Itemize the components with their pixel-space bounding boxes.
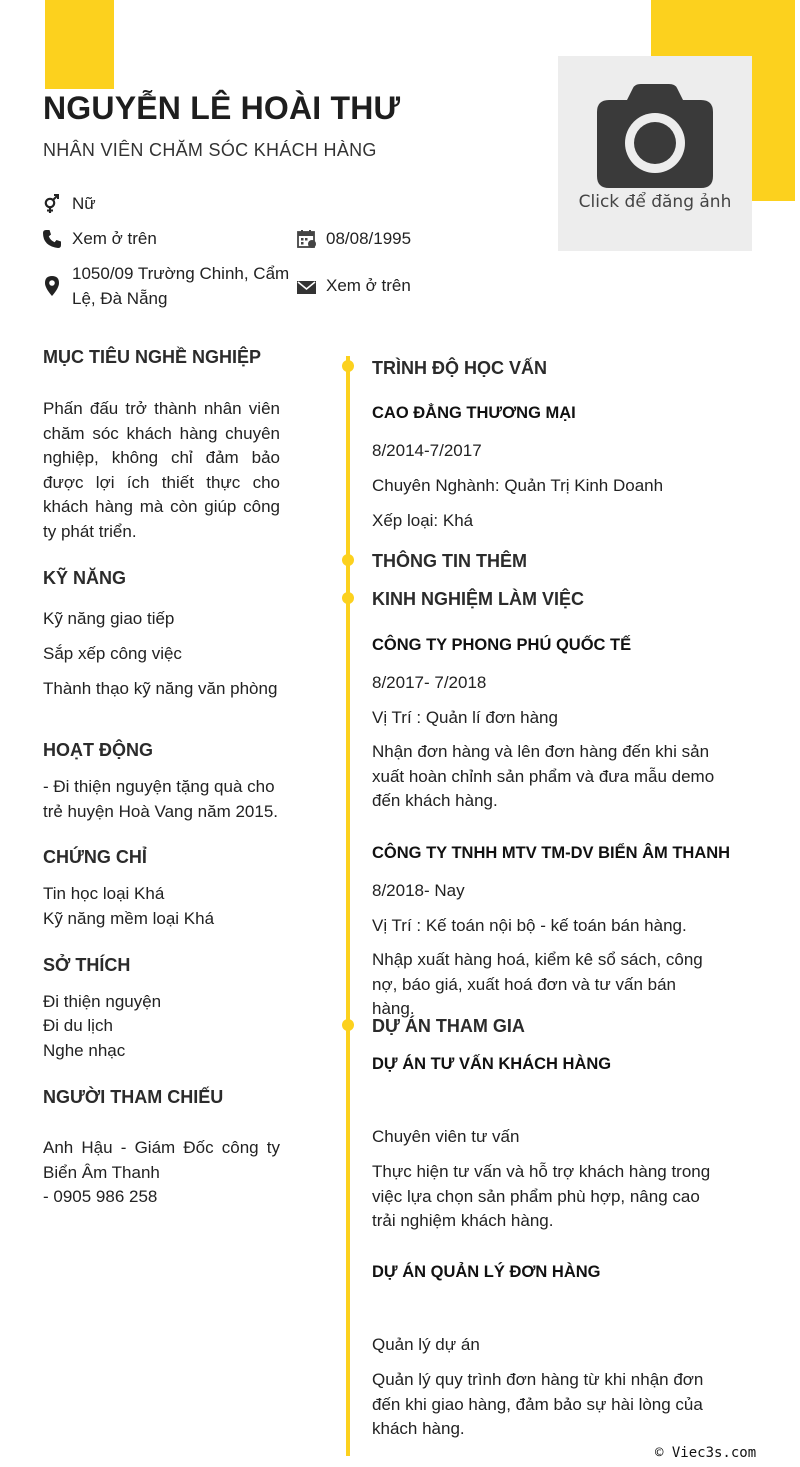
location-icon [42,276,62,296]
project-description: Thực hiện tư vấn và hỗ trợ khách hàng trong việc lựa chọn sản phẩm phù hợp, nâng cao trải nghiệm khách hàng. [372,1162,711,1230]
candidate-name: NGUYỄN LÊ HOÀI THƯ [43,90,401,126]
copyright-footer: © Viec3s.com [655,1445,757,1461]
birthday-value: 08/08/1995 [326,229,412,248]
education-grade: Xếp loại: Khá [372,511,474,530]
timeline-dot [342,592,354,604]
company-name: CÔNG TY PHONG PHÚ QUỐC TẾ [372,636,632,654]
project-name: DỰ ÁN TƯ VẤN KHÁCH HÀNG [372,1055,612,1073]
skill-item: Sắp xếp công việc [43,644,182,663]
accent-block-left [45,0,114,89]
job-title: NHÂN VIÊN CHĂM SÓC KHÁCH HÀNG [43,140,377,160]
education-period: 8/2014-7/2017 [372,441,482,460]
project-name: DỰ ÁN QUẢN LÝ ĐƠN HÀNG [372,1263,601,1281]
hobby-item: Đi thiện nguyện [43,992,162,1011]
reference-phone: - 0905 986 258 [43,1187,158,1206]
activities-text: - Đi thiện nguyện tặng quà cho trẻ huyện Hoà Vang năm 2015. [43,777,279,821]
job-position: Vị Trí : Kế toán nội bộ - kế toán bán hàng. [372,916,687,935]
timeline-line [346,356,350,1456]
reference-line: Biển Âm Thanh [43,1163,160,1182]
skills-title: KỸ NĂNG [43,568,127,588]
email-icon [297,278,317,298]
job-position: Vị Trí : Quản lí đơn hàng [372,708,558,727]
gender-value: Nữ [72,194,96,213]
objective-title: MỤC TIÊU NGHỀ NGHIỆP [43,347,262,367]
skill-item: Kỹ năng giao tiếp [43,609,175,628]
job-description: Nhập xuất hàng hoá, kiểm kê sổ sách, công nợ, báo giá, xuất hoá đơn và tư vấn bán hàng. [372,950,703,1018]
job-period: 8/2018- Nay [372,881,465,900]
calendar-icon [297,229,317,249]
certificate-item: Tin học loại Khá [43,884,165,903]
photo-upload-label: Click để đăng ảnh [578,192,732,212]
project-role: Chuyên viên tư vấn [372,1127,520,1146]
experience-title: KINH NGHIỆM LÀM VIỆC [372,589,585,609]
camera-icon [597,84,713,188]
certificates-title: CHỨNG CHỈ [43,847,147,867]
phone-value: Xem ở trên [72,229,157,248]
school-name: CAO ĐẲNG THƯƠNG MẠI [372,404,576,422]
hobby-item: Nghe nhạc [43,1041,126,1060]
project-description: Quản lý quy trình đơn hàng từ khi nhận đơn đến khi giao hàng, đảm bảo sự hài lòng của khách hàng. [372,1370,704,1438]
references-title: NGƯỜI THAM CHIẾU [43,1087,224,1107]
photo-upload[interactable] [558,56,752,251]
hobbies-title: SỞ THÍCH [43,955,131,975]
job-description: Nhận đơn hàng và lên đơn hàng đến khi sản xuất hoàn chỉnh sản phẩm và đưa mẫu demo đến khách hàng. [372,742,715,810]
gender-icon [42,194,62,214]
timeline-dot [342,554,354,566]
certificate-item: Kỹ năng mềm loại Khá [43,909,215,928]
timeline-dot [342,1019,354,1031]
activities-title: HOẠT ĐỘNG [43,740,153,760]
company-name: CÔNG TY TNHH MTV TM-DV BIỂN ÂM THANH [372,844,731,862]
address-value: 1050/09 Trường Chinh, Cẩm Lệ, Đà Nẵng [72,264,290,308]
more-info-title: THÔNG TIN THÊM [372,551,527,571]
job-period: 8/2017- 7/2018 [372,673,487,692]
projects-title: DỰ ÁN THAM GIA [372,1016,525,1036]
education-major: Chuyên Nghành: Quản Trị Kinh Doanh [372,476,664,495]
reference-line: Anh Hậu - Giám Đốc công ty [43,1138,280,1157]
email-value: Xem ở trên [326,276,411,295]
hobby-item: Đi du lịch [43,1016,113,1035]
education-title: TRÌNH ĐỘ HỌC VẤN [372,358,547,378]
project-role: Quản lý dự án [372,1335,480,1354]
skill-item: Thành thạo kỹ năng văn phòng [43,679,278,698]
objective-text: Phấn đấu trở thành nhân viên chăm sóc khách hàng chuyên nghiệp, không chỉ đảm bảo được lợi ích thiết thực cho khách hàng mà còn giúp công ty phát triển. [43,399,280,541]
phone-icon [42,229,62,249]
timeline-dot [342,360,354,372]
